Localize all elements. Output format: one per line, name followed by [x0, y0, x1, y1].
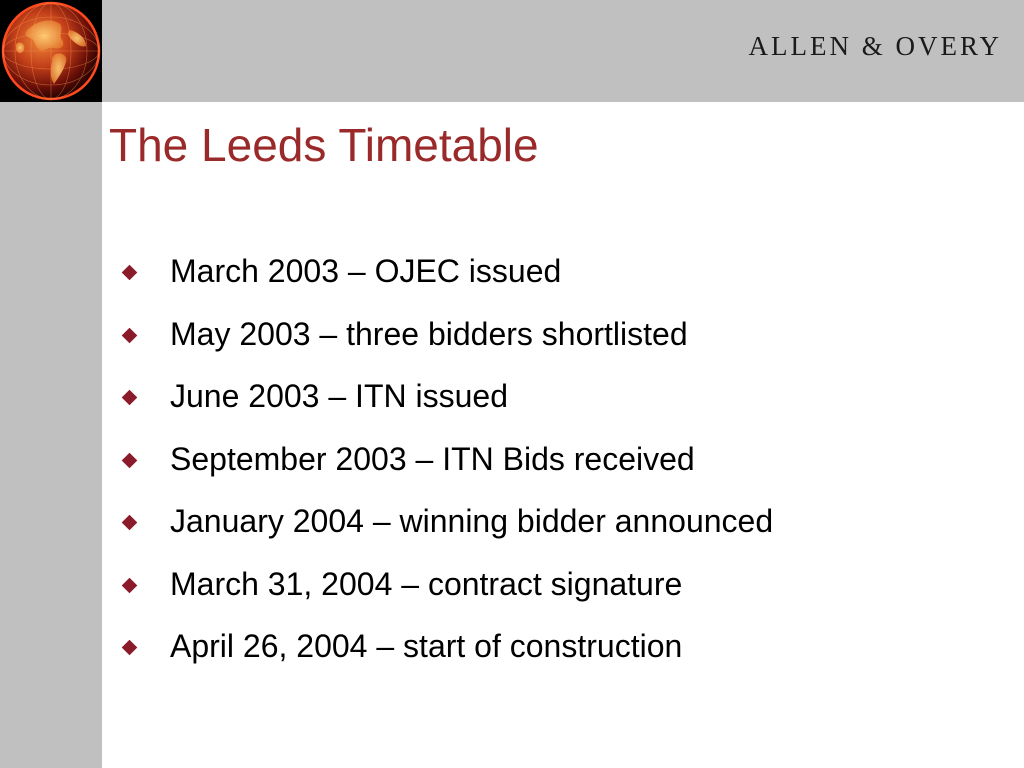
list-item-text: March 31, 2004 – contract signature [170, 565, 683, 602]
diamond-bullet-icon [122, 515, 138, 531]
list-item-text: September 2003 – ITN Bids received [170, 440, 695, 477]
diamond-bullet-icon [122, 327, 138, 343]
globe-logo [0, 0, 102, 102]
list-item-text: May 2003 – three bidders shortlisted [170, 315, 688, 352]
slide-title: The Leeds Timetable [109, 119, 539, 171]
left-sidebar-band [0, 0, 102, 768]
list-item-text: April 26, 2004 – start of construction [170, 628, 683, 664]
globe-icon [0, 0, 102, 102]
list-item-text: March 2003 – OJEC issued [170, 253, 562, 289]
diamond-bullet-icon [122, 577, 138, 593]
brand-wordmark: ALLEN & OVERY [748, 31, 1002, 61]
list-item-text: January 2004 – winning bidder announced [170, 503, 774, 539]
diamond-bullet-icon [122, 452, 138, 468]
diamond-bullet-icon [122, 265, 138, 281]
diamond-bullet-icon [122, 640, 138, 656]
diamond-bullet-icon [122, 390, 138, 406]
list-item-text: June 2003 – ITN issued [170, 378, 508, 414]
